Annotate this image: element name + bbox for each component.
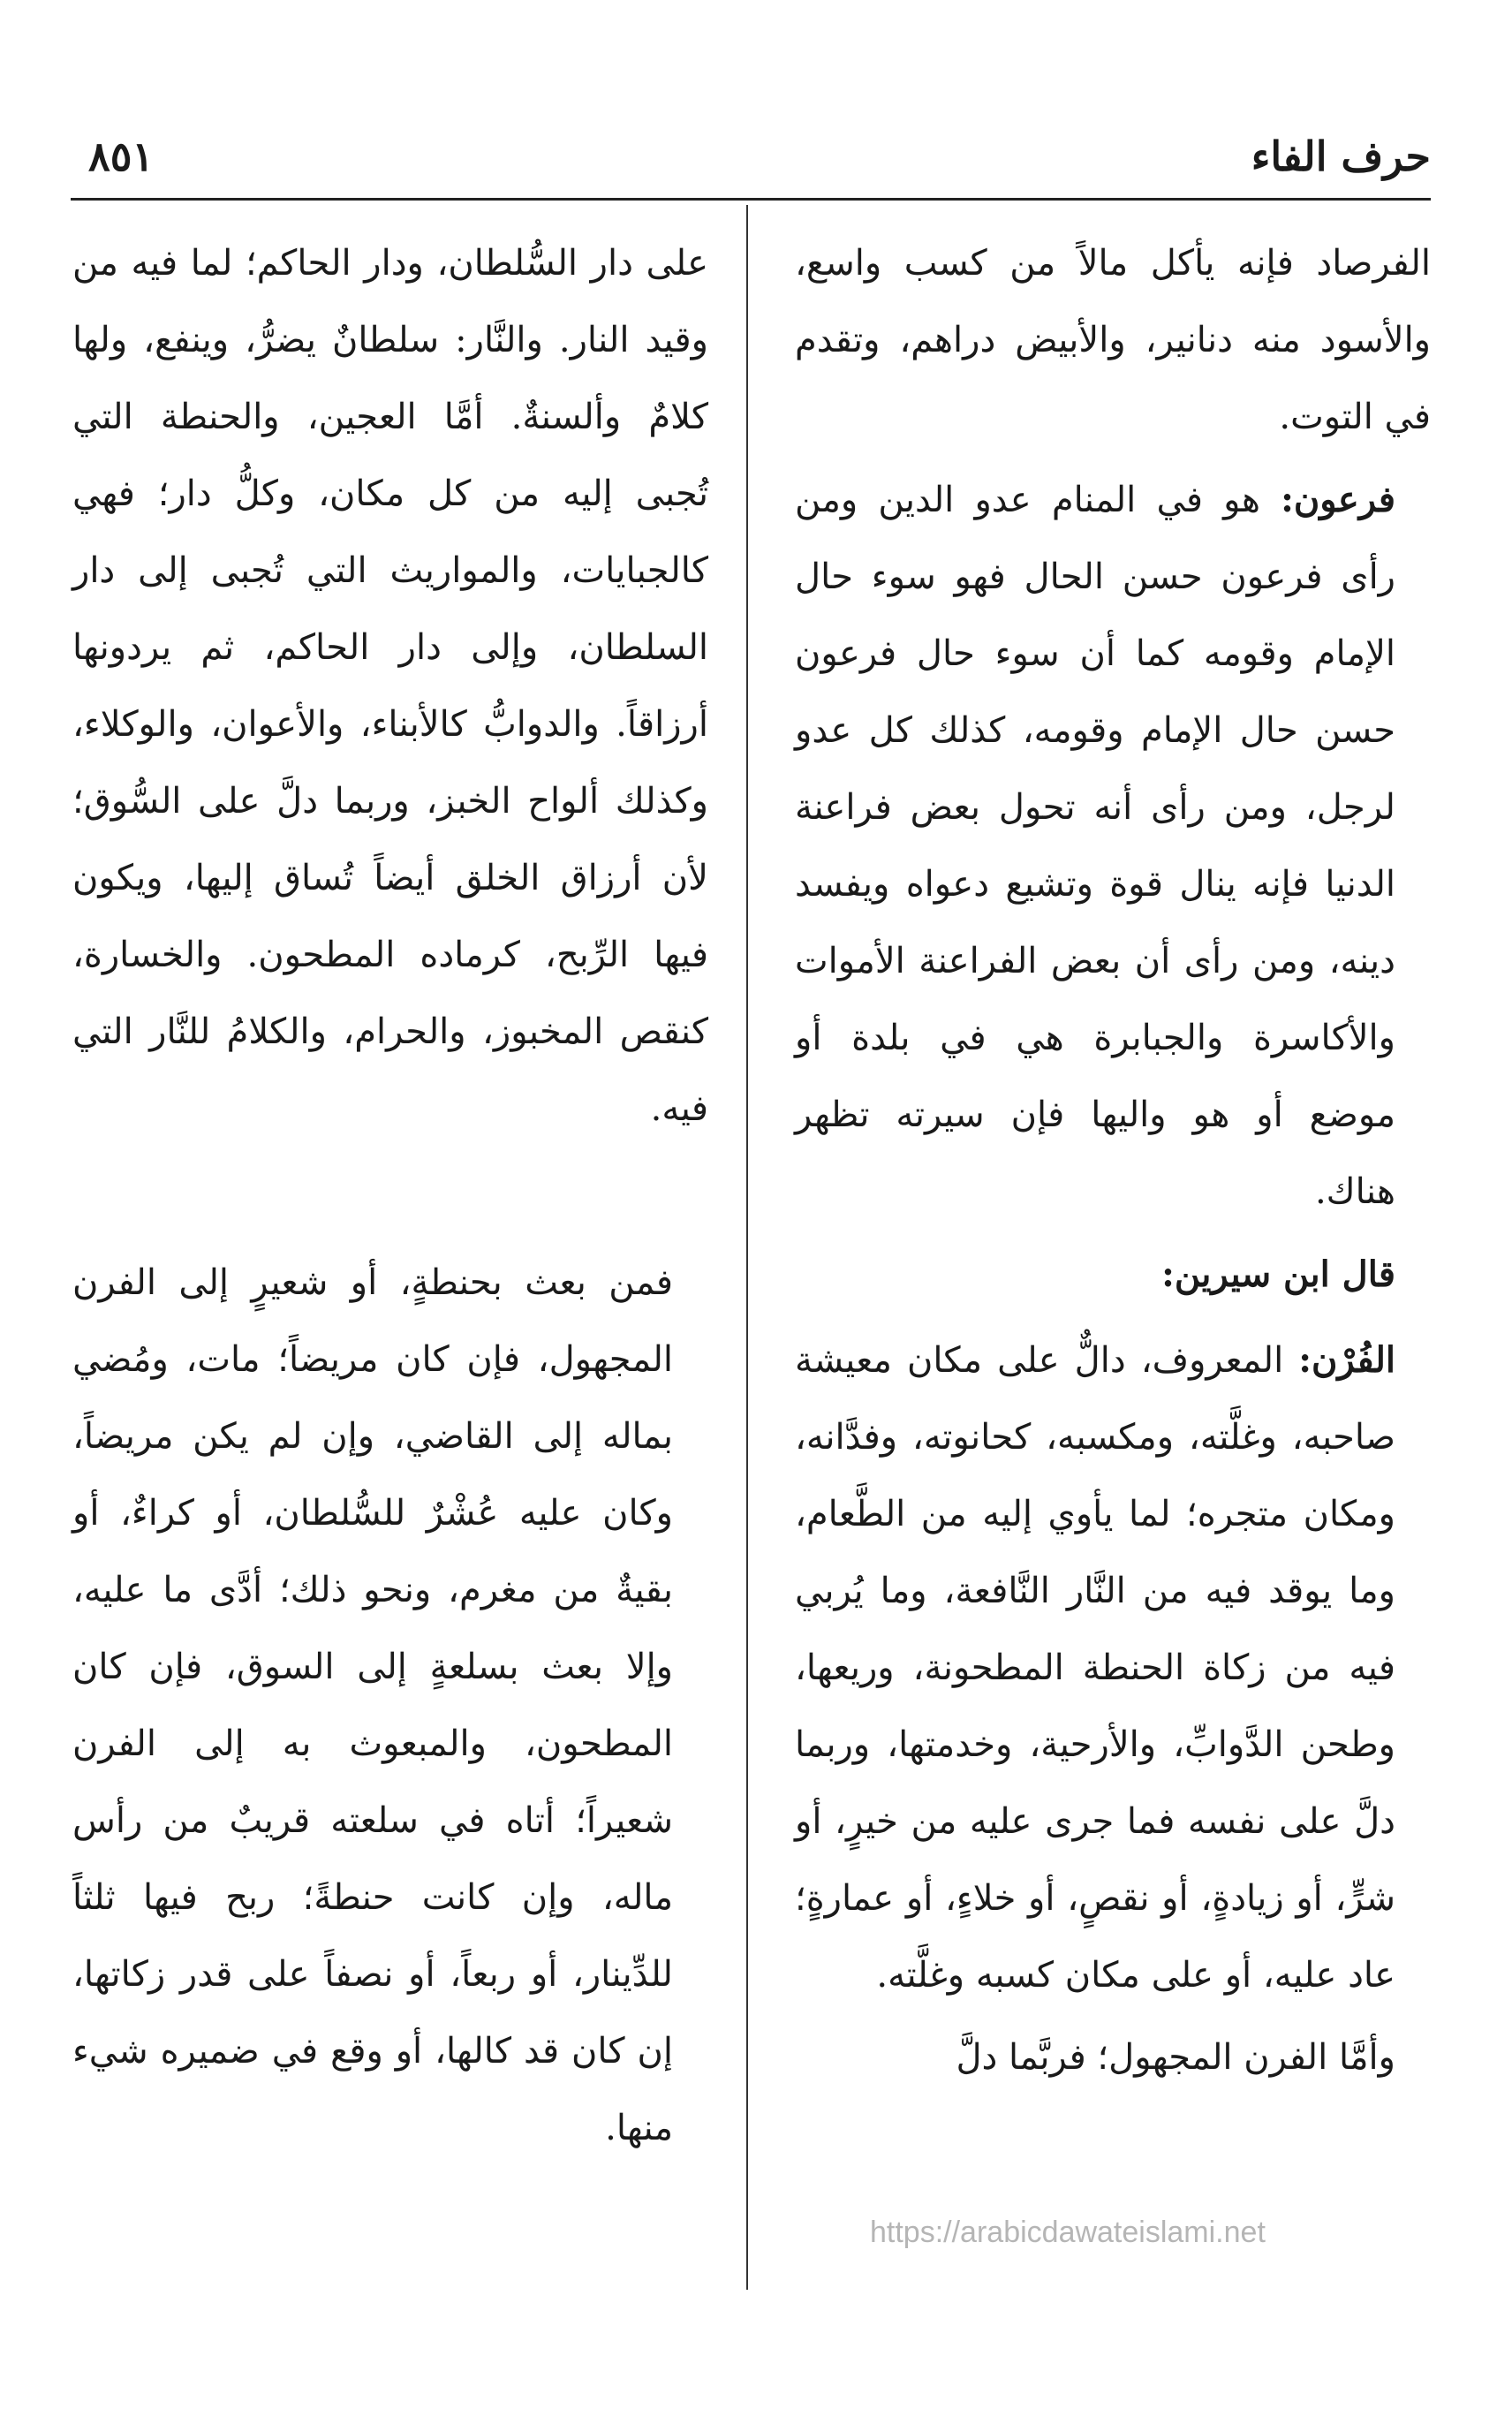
paragraph-baath: فمن بعث بحنطةٍ، أو شعيرٍ إلى الفرن المجهول، فإن كان مريضاً؛ مات، ومُضي بماله إلى القاضي، وإن لم يكن مريضاً، وكان عليه عُشْرٌ للسُّلطان، أو كراءٌ، أو بقيةٌ من مغرم، ونحو ذلك؛ أدَّى ما عليه، وإلا بعث بسلعةٍ إلى السوق، فإن كان المطحون، والمبعوث به إلى الفرن شعيراً؛ أتاه في سلعته قريبٌ من رأس ماله، وإن كانت حنطةً؛ ربح فيها ثلثاً للدِّينار، أو ربعاً، أو نصفاً على قدر زكاتها، إن كان قد كالها، أو وقع في ضميره شيء منها. [72,1262,673,2148]
term-firaun: فرعون: [1281,479,1395,520]
paragraph-furn [795,1322,1431,2014]
page-header [62,133,1431,194]
page-number: ٨٥١ [88,133,155,180]
website-watermark: https://arabicdawateislami.net [870,2216,1266,2249]
paragraph-continued: على دار السُّلطان، ودار الحاكم؛ لما فيه من وقيد النار. والنَّار: سلطانٌ يضرُّ، وينفع، ولها كلامٌ وألسنةٌ. أمَّا العجين، والحنطة التي تُجبى إليه من كل مكان، وكلُّ دار؛ فهي كالجبايات، والمواريث التي تُجبى إلى دار السلطان، وإلى دار الحاكم، ثم يردونها أرزاقاً. والدوابُّ كالأبناء، والأعوان، والوكلاء، وكذلك ألواح الخبز، وربما دلَّ على السُّوق؛ لأن أرزاق الخلق أيضاً تُساق إليها، ويكون فيها الرِّبح، كرماده المطحون. والخسارة، كنقص المخبوز، والحرام، والكلامُ للنَّار التي فيه. [72,243,708,1129]
column-divider [746,205,748,2290]
section-heading: قال ابن سيرين: [1161,1254,1395,1295]
term-furn: الفُرْن: [1298,1339,1395,1381]
right-column [795,225,1431,2102]
chapter-title: حرف الفاء [1251,133,1431,180]
left-column [72,225,708,2172]
firaun-text: هو في المنام عدو الدين ومن رأى فرعون حسن الحال فهو سوء حال الإمام وقومه كما أن سوء حال فرعون حسن حال الإمام وقومه، كذلك كل عدو لرجل، ومن رأى أنه تحول بعض فراعنة الدنيا فإنه ينال قوة وتشيع دعواه ويفسد دينه، ومن رأى أن بعض الفراعنة الأموات والأكاسرة والجبابرة هي في بلدة أو موضع أو هو واليها فإن سيرته تظهر هناك. [795,480,1395,1212]
header-rule [71,198,1431,201]
furn-text: المعروف، دالٌّ على مكان معيشة صاحبه، وغلَّته، ومكسبه، كحانوته، وفدَّانه، ومكان متجره؛ لما يأوي إليه من الطَّعام، وما يوقد فيه من النَّار النَّافعة، وما يُربي فيه من زكاة الحنطة المطحونة، وريعها، وطحن الدَّوابِّ، والأرحية، وخدمتها، وربما دلَّ على نفسه فما جرى عليه من خيرٍ، أو شرٍّ، أو زيادةٍ، أو نقصٍ، أو خلاءٍ، أو عمارةٍ؛ عاد عليه، أو على مكان كسبه وغلَّته. [795,1340,1395,1996]
paragraph-firaun [795,461,1431,1231]
paragraph-furn-majhul: وأمَّا الفرن المجهول؛ فربَّما دلَّ [956,2037,1395,2078]
paragraph-fursad: الفرصاد فإنه يأكل مالاً من كسب واسع، والأسود منه دنانير، والأبيض دراهم، وتقدم في التوت. [795,243,1431,437]
